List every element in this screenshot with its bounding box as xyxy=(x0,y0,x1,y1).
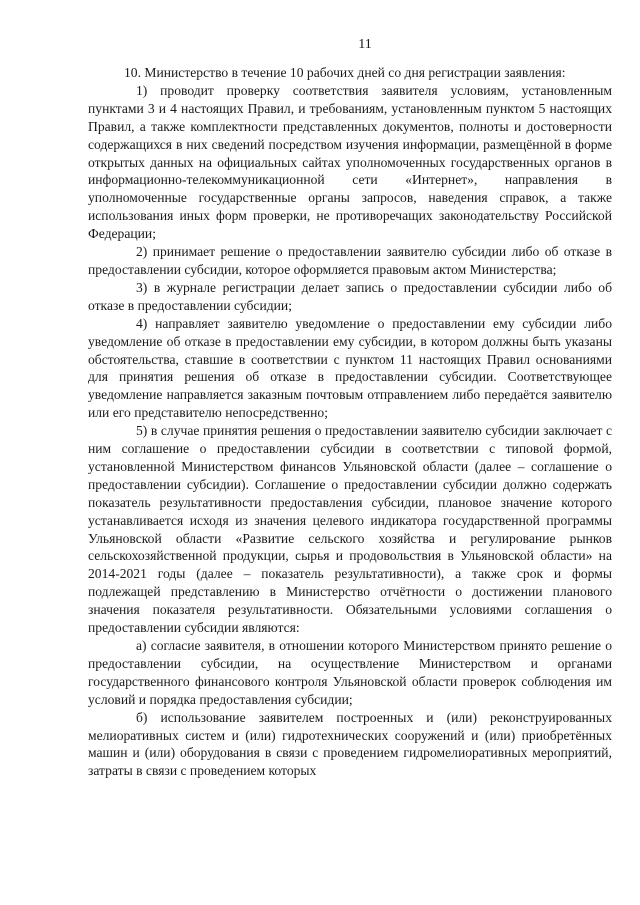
paragraph-subitem-5: 5) в случае принятия решения о предоставлении заявителю субсидии заключает с ним соглашение о предоставлении субсидии в соответствии с типовой формой, установленной Министерством финансов Ульяновской области (далее – соглашение о предоставлении субсидии). Соглашение о предоставлении субсидии должно содержать показатель результативности предоставления субсидии, плановое значение которого устанавливается исходя из значения целевого индикатора государственной программы Ульяновской области «Развитие сельского хозяйства и регулирование рынков сельскохозяйственной продукции, сырья и продовольствия в Ульяновской области» на 2014-2021 годы (далее – показатель результативности), а также срок и формы подлежащей представлению в Министерство отчётности о достижении планового значения показателя результативности. Обязательными условиями соглашения о предоставлении субсидии являются: xyxy=(88,423,612,636)
paragraph-subitem-3: 3) в журнале регистрации делает запись о предоставлении субсидии либо об отказе в предоставлении субсидии; xyxy=(88,279,612,313)
paragraph-item-10: 10. Министерство в течение 10 рабочих дней со дня регистрации заявления: xyxy=(124,65,566,80)
paragraph-subitem-2: 2) принимает решение о предоставлении заявителю субсидии либо об отказе в предоставлении субсидии, которое оформляется правовым актом Министерства; xyxy=(88,244,612,277)
paragraph-subitem-a: а) согласие заявителя, в отношении которого Министерством принято решение о предоставлении субсидии, на осуществление Министерством и органами государственного финансового контроля Ульяновской области проверок соблюдения им условий и порядка предоставления субсидии; xyxy=(88,638,612,707)
page-number: 11 xyxy=(358,37,372,52)
paragraph-subitem-b: б) использование заявителем построенных и (или) реконструированных мелиоративных систем и (или) гидротехнических сооружений и (или) приобретённых машин и (или) оборудования в связи с проведением гидромелиоративных мероприятий, затраты в связи с проведением которых xyxy=(88,709,612,779)
paragraph-subitem-4: 4) направляет заявителю уведомление о предоставлении ему субсидии либо уведомление об отказе в предоставлении ему субсидии, в котором должны быть указаны обстоятельства, ставшие в соответствии с пунктом 11 настоящих Правил основаниями для принятия решения об отказе в предоставлении субсидии. Соответствующее уведомление направляется заказным почтовым отправлением либо передаётся заявителю или его представителю непосредственно; xyxy=(88,315,612,421)
paragraph-subitem-1: 1) проводит проверку соответствия заявителя условиям, установленным пунктами 3 и 4 настоящих Правил, и требованиям, установленным пунктом 5 настоящих Правил, а также комплектности представленных документов, полноты и достоверности содержащихся в них сведений посредством изучения информации, размещённой в форме открытых данных на официальных сайтах уполномоченных государственных органов в информационно-телекоммуникационной сети «Интернет», направления в уполномоченные государственные органы запросов, наведения справок, а также использования иных форм проверки, не противоречащих законодательству Российской Федерации; xyxy=(88,82,612,242)
